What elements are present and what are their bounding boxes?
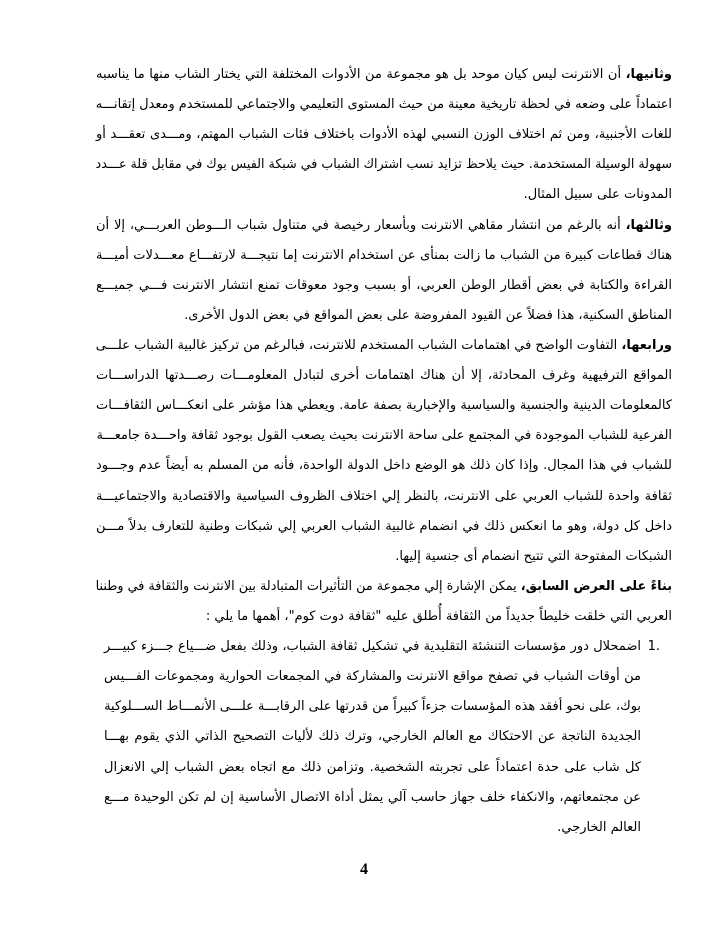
line-text: أنه بالرغم من انتشار مقاهي الانترنت وبأسعار رخيصة في متناول شباب الـــوطن العربـــي، إلا أن	[96, 217, 621, 233]
text-line	[96, 211, 672, 241]
text-line: داخل كل دولة، وهو ما انعكس ذلك في انضمام غالبية الشباب العربي إلي شبكات وطنية للتعارف بدلاً مـــن	[96, 518, 672, 534]
list-item-line: عن مجتمعاتهم، والانكفاء خلف جهاز حاسب آلي يمثل أداة الاتصال الأساسية إن لم تكن الوحيدة مـــع	[104, 789, 641, 805]
text-line: الشبكات المفتوحة التي تتيح انضمام أى جنسية إليها.	[395, 548, 672, 564]
paragraph-fourth-point	[96, 331, 672, 572]
text-line: اعتماداً على وضعه في لحظة تاريخية معينة من حيث المستوى التعليمي والاجتماعي للمستخدم ومعدل إتقانـــه	[95, 97, 673, 113]
document-body	[96, 60, 672, 843]
text-line	[95, 572, 672, 602]
line-text: أن الانترنت ليس كيان موحد بل هو مجموعة من الأدوات المختلفة التي يختار الشاب منها ما يناسبه	[96, 67, 622, 82]
line-text: التفاوت الواضح في اهتمامات الشباب المستخدم للانترنت، فبالرغم من تركيز غالبية الشباب علـــى	[95, 337, 618, 353]
page-number: 4	[360, 861, 368, 878]
list-item-line: العالم الخارجي.	[557, 819, 641, 835]
list-item-line: الجديدة الناتجة عن الاحتكاك مع العالم الخارجي، وترك ذلك لأليات التصحيح الذاتي الذي يقوم بهـــا	[104, 729, 641, 745]
paragraph-lead: وثانيها،	[625, 67, 672, 82]
text-line: الفرعية للشباب الموجودة في المجتمع على ساحة الانترنت بحيث يصعب القول بوجود ثقافة واحـــدة جامعـــة	[96, 428, 673, 444]
text-line: العربي التي خلقت خليطاً جديداً من الثقافة أُطلق عليه "ثقافة دوت كوم"، أهمها ما يلي :	[205, 608, 672, 624]
list-item-line: من أوقات الشباب في تصفح مواقع الانترنت والمشاركة في المجمعات الحوارية ومجموعات الفـــيس	[104, 669, 641, 685]
text-line: المناطق السكنية، هذا فضلاً عن القيود المفروضة على بعض المواقع في بعض الدول الأخرى.	[184, 307, 672, 323]
list-item-number: 1.	[647, 639, 660, 655]
text-line: القراءة والكتابة في بعض أقطار الوطن العربي، أو بسبب وجود معوقات تمنع انتشار الانترنت فـــي جميـــع	[96, 277, 672, 293]
text-line: كالمعلومات الدينية والجنسية والسياسية والإخبارية بصفة عامة. ويعطي هذا مؤشر على انعكـــاس الثقافـــات	[96, 398, 672, 414]
text-line: للغات الأجنبية، ومن ثم اختلاف الوزن النسبي لهذه الأدوات باختلاف فئات الشباب المهتم، ومـــدى تعقـــد أو	[96, 127, 672, 143]
text-line: سهولة الوسيلة المستخدمة. حيث يلاحظ تزايد نسب اشتراك الشباب في شبكة الفيس بوك في مقابل قلة عـــدد	[95, 157, 672, 173]
text-line: للشباب في هذا المجال. وإذا كان ذلك هو الوضع داخل الدولة الواحدة، فأنه من المسلم به أيضاً عدم وجـــود	[96, 458, 672, 474]
text-line: ثقافة واحدة للشباب العربي على الانترنت، بالنظر إلي اختلاف الظروف السياسية والاقتصادية والاجتماعيـــة	[96, 488, 672, 504]
paragraph-third-point	[96, 211, 672, 331]
paragraph-lead: وثالثها،	[625, 217, 672, 233]
list-item-line: اضمحلال دور مؤسسات التنشئة التقليدية في تشكيل ثقافة الشباب، وذلك بفعل ضـــياع جـــزء كبيـــر	[104, 639, 641, 655]
list-item-line: كل شاب على حدة اعتماداً على تجربته الشخصية. وتزامن ذلك مع اتجاه بعض الشباب إلي الانعزال	[104, 759, 641, 775]
text-line: هناك قطاعات كبيرة من الشباب ما زالت بمنأى عن استخدام الانترنت إما نتيجـــة لارتفـــاع معـــدلات أميـــة	[96, 247, 672, 263]
list-item-line: بوك، على نحو أفقد هذه المؤسسات جزءاً كبيراً من قدرتها على الرقابـــة علـــى الأنمـــاط الســـلوكية	[104, 699, 642, 715]
text-line	[97, 331, 672, 361]
text-line: المواقع الترفيهية وغرف المحادثة، إلا أن هناك اهتمامات أخرى لتبادل المعلومـــات رصـــدتها الدراســـات	[96, 368, 672, 384]
paragraph-second-point	[96, 60, 672, 211]
line-text: يمكن الإشارة إلي مجموعة من التأثيرات المتبادلة بين الانترنت والثقافة في وطننا	[95, 578, 517, 594]
text-line	[96, 60, 672, 90]
text-line: المدونات على سبيل المثال.	[523, 187, 672, 203]
numbered-list	[96, 632, 672, 843]
paragraph-lead: بناءً على العرض السابق،	[520, 578, 672, 594]
paragraph-lead: ورابعها،	[621, 337, 672, 353]
paragraph-summary	[96, 572, 672, 632]
